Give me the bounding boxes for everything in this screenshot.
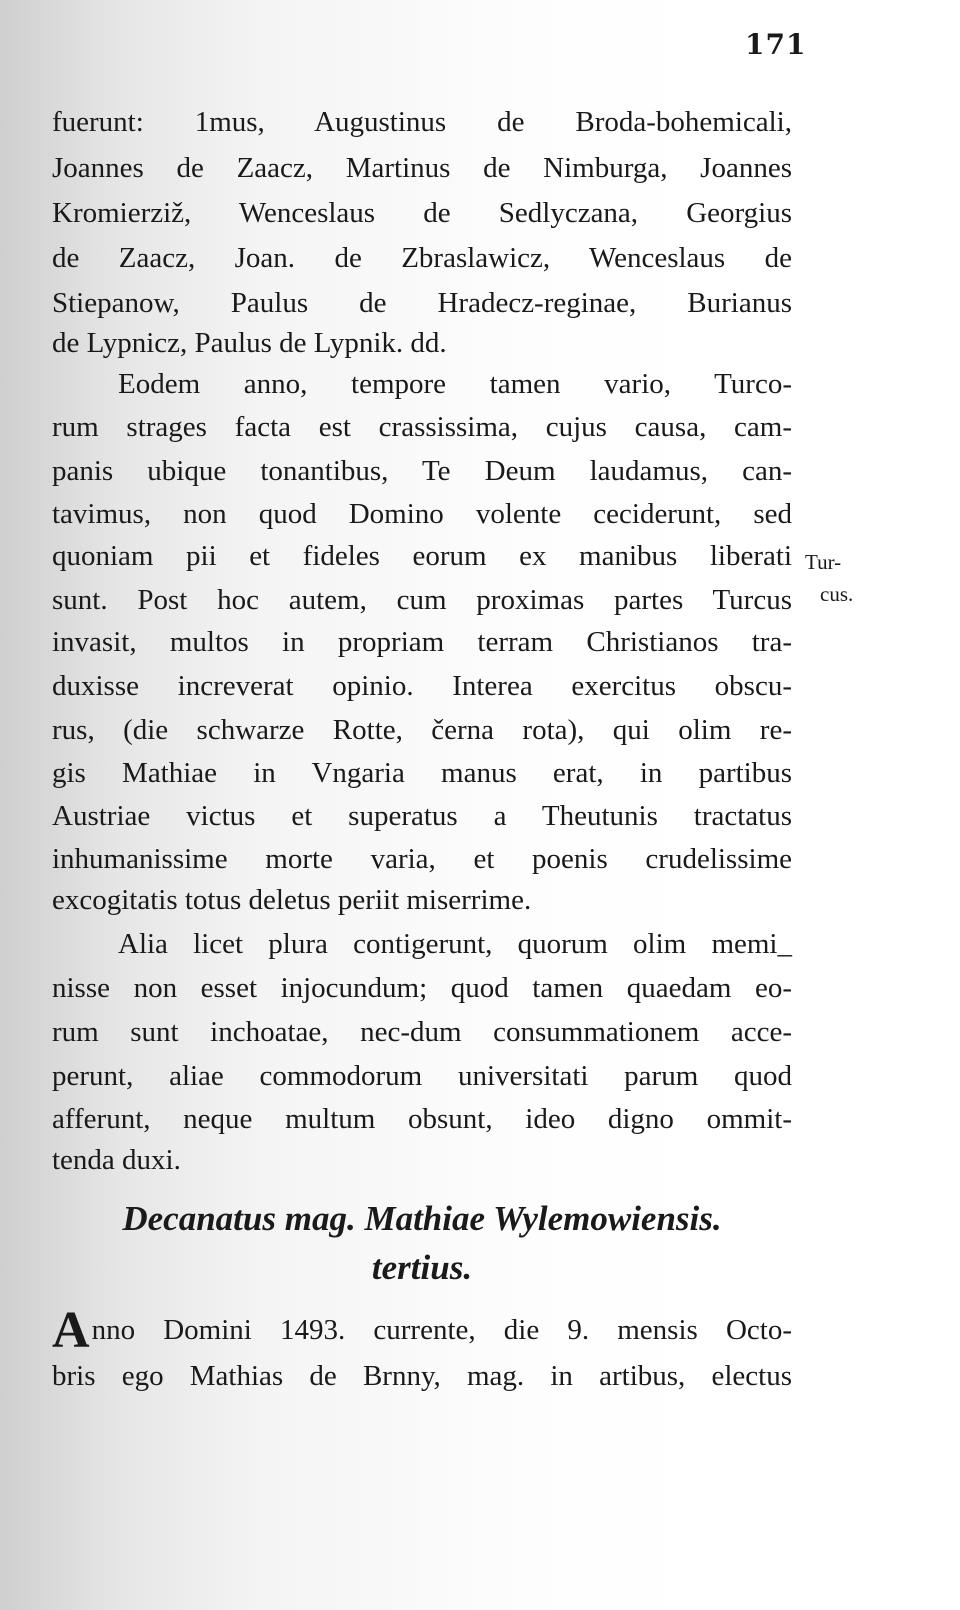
text-line: panis ubique tonantibus, Te Deum laudamus, can- [52,455,792,487]
text-line: rus, (die schwarze Rotte, černa rota), qui olim re- [52,714,792,746]
text-line: rum strages facta est crassissima, cujus causa, cam- [52,411,792,443]
text-line: tenda duxi. [52,1144,181,1176]
text-line: Stiepanow, Paulus de Hradecz-reginae, Burianus [52,287,792,319]
margin-note-line: Tur- [805,550,842,574]
text-line: bris ego Mathias de Brnny, mag. in artibus, electus [52,1360,792,1392]
page-number: 171 [745,28,807,61]
margin-note-line: cus. [820,582,854,606]
text-line: duxisse increverat opinio. Interea exercitus obscu- [52,670,792,702]
text-line: rum sunt inchoatae, nec-dum consummationem acce- [52,1016,792,1048]
text-line-rest: nno Domini 1493. currente, die 9. mensis Octo- [91,1314,792,1346]
text-line: sunt. Post hoc autem, cum proximas partes Turcus [52,584,792,616]
text-line: invasit, multos in propriam terram Christianos tra- [52,626,792,658]
text-line: Alia licet plura contigerunt, quorum olim memi_ [118,928,792,960]
text-line: afferunt, neque multum obsunt, ideo digno ommit- [52,1103,792,1135]
text-line: gis Mathiae in Vngaria manus erat, in partibus [52,757,792,789]
text-line: nisse non esset injocundum; quod tamen quaedam eo- [52,972,792,1004]
text-line: de Lypnicz, Paulus de Lypnik. dd. [52,327,447,359]
text-line: inhumanissime morte varia, et poenis crudelissime [52,843,792,875]
text-line: quoniam pii et fideles eorum ex manibus liberati [52,540,792,572]
section-heading-continued: tertius. [371,1248,473,1287]
text-line: Eodem anno, tempore tamen vario, Turco- [118,368,792,400]
text-line: Joannes de Zaacz, Martinus de Nimburga, Joannes [52,152,792,184]
text-line: perunt, aliae commodorum universitati parum quod [52,1060,792,1092]
text-line: excogitatis totus deletus periit miserrime. [52,884,532,916]
text-line: tavimus, non quod Domino volente ceciderunt, sed [52,498,792,530]
section-heading: Decanatus mag. Mathiae Wylemowiensis. [122,1199,722,1238]
text-line: Austriae victus et superatus a Theutunis tractatus [52,800,792,832]
text-line: Kromierziž, Wenceslaus de Sedlyczana, Georgius [52,197,792,229]
text-line [52,1302,792,1359]
drop-cap: A [52,1302,90,1359]
text-line: de Zaacz, Joan. de Zbraslawicz, Wenceslaus de [52,242,792,274]
text-line: fuerunt: 1mus, Augustinus de Broda-bohemicali, [52,106,792,138]
